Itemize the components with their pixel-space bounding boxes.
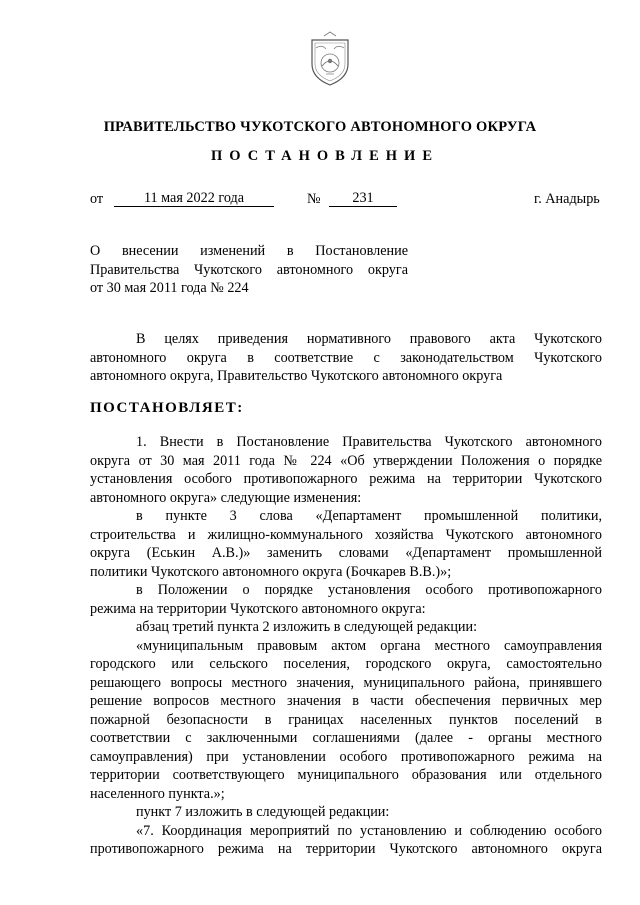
body-line: в пункте 3 слова «Департамент промышленной политики,	[136, 508, 602, 524]
body-line: населенного пункта.»;	[90, 785, 225, 802]
body-line: решающего вопросы местного значения, муниципального района, принявшего	[90, 674, 602, 691]
body-line: «муниципальным правовым актом органа местного самоуправления	[136, 637, 602, 654]
body-line: городского или сельского поселения, городского округа, самостоятельно	[90, 656, 602, 672]
body-line: строительства и жилищно-коммунального хозяйства Чукотского автономного	[90, 526, 602, 543]
body-line: политики Чукотского автономного округа (Бочкарев В.В.)»;	[90, 563, 452, 580]
preamble	[90, 330, 602, 386]
from-label: от	[90, 191, 104, 207]
body-line: автономного округа» следующие изменения:	[90, 489, 362, 506]
body-line: округа от 30 мая 2011 года № 224 «Об утверждении Положения о порядке	[90, 452, 602, 469]
preamble-line: автономного округа в соответствие с законодательством Чукотского	[90, 349, 602, 366]
body-line: 1. Внести в Постановление Правительства Чукотского автономного	[136, 434, 602, 450]
body-line: противопожарного режима на территории Чукотского автономного округа	[90, 841, 602, 857]
number-label: №	[307, 191, 321, 207]
preamble-line: автономного округа, Правительство Чукотского автономного округа	[90, 368, 503, 384]
body-line: «7. Координация мероприятий по установлению и соблюдению особого	[136, 822, 602, 839]
body-line: решение вопросов местного значения в части обеспечения первичных мер	[90, 693, 602, 709]
body-line: в Положении о порядке установления особого противопожарного	[136, 582, 602, 598]
document-meta	[0, 190, 640, 210]
subject-line: Правительства Чукотского автономного округа	[90, 261, 408, 278]
body-line: пункт 7 изложить в следующей редакции:	[136, 804, 390, 820]
body-line: установления особого противопожарного режима на территории Чукотского	[90, 471, 602, 487]
body-line: территории соответствующего муниципального образования или отдельного	[90, 767, 602, 783]
subject-line: О внесении изменений в Постановление	[90, 243, 408, 259]
subject-line: от 30 мая 2011 года № 224	[90, 280, 249, 296]
body-line: режима на территории Чукотского автономного округа:	[90, 600, 426, 617]
document-body	[90, 433, 602, 859]
city: г. Анадырь	[534, 191, 600, 207]
preamble-line: В целях приведения нормативного правового акта Чукотского	[136, 331, 602, 347]
organization-title: ПРАВИТЕЛЬСТВО ЧУКОТСКОГО АВТОНОМНОГО ОКРУГА	[103, 119, 537, 135]
body-line: пожарной безопасности в границах населенных пунктов поселений в	[90, 711, 602, 728]
resolves-heading: ПОСТАНОВЛЯЕТ:	[90, 400, 244, 416]
document-subject	[90, 242, 408, 298]
chukotka-coat-of-arms-icon	[302, 30, 358, 88]
body-line: округа (Еськин А.В.)» заменить словами «Департамент промышленной	[90, 545, 602, 561]
body-line: соответствии с заключенными соглашениями (далее - органы местного	[90, 730, 602, 746]
document-number: 231	[329, 190, 397, 207]
document-date: 11 мая 2022 года	[114, 190, 274, 207]
document-type-title: ПОСТАНОВЛЕНИЕ	[210, 148, 439, 164]
body-line: самоуправления) при установлении особого противопожарного режима на	[90, 748, 602, 765]
body-line: абзац третий пункта 2 изложить в следующей редакции:	[136, 619, 478, 635]
